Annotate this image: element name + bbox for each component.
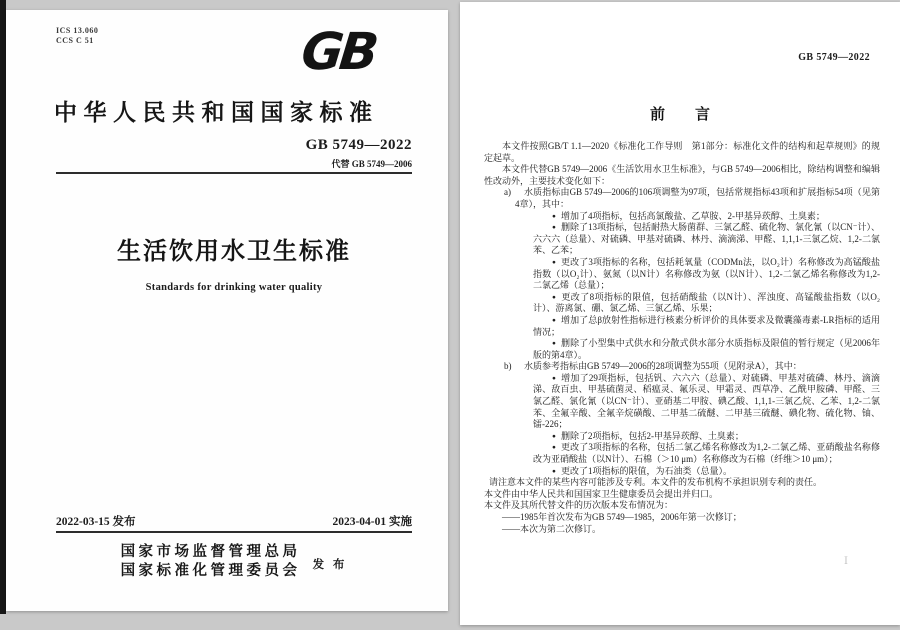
revision-history-line: ——本次为第二次修订。	[502, 523, 602, 534]
issuer-block	[56, 543, 412, 581]
list-item: ● 增加了总β放射性指标进行核素分析评价的具体要求及微囊藻毒素-LR指标的适用情况；	[533, 314, 880, 337]
list-item: ● 更改了8项指标的限值，包括硝酸盐（以N计）、浑浊度、高锰酸盐指数（以O₂计）、游离氯、硼、氯乙烯、三氯乙烯、乐果；	[533, 291, 880, 314]
page-header-standard-number: GB 5749—2022	[798, 52, 870, 63]
foreword-paragraph: 本文件代替GB 5749—2006《生活饮用水卫生标准》，与GB 5749—2006相比，除结构调整和编辑性改动外，主要技术变化如下：	[484, 164, 880, 186]
list-item: ● 更改了3项指标的名称，包括二氯乙烯名称修改为1,2-二氯乙烯、亚硝酸盐名称修改为亚硝酸盐（以N计）、石棉（＞10 μm）名称修改为石棉（纤维＞10 μm）；	[533, 442, 880, 465]
standard-number: GB 5749—2022	[305, 137, 412, 153]
gb-standard-logo-icon: GB	[298, 23, 378, 82]
ccs-code: CCS C 51	[56, 36, 94, 45]
cover-page	[6, 10, 448, 611]
ics-code: ICS 13.060	[56, 26, 99, 35]
cover-top-rule	[56, 172, 412, 174]
revision-history-intro: 本文件及其所代替文件的历次版本发布情况为：	[484, 500, 674, 511]
bullet-icon: ●	[552, 293, 557, 301]
bullet-icon: ●	[552, 224, 556, 232]
issuer-names	[121, 543, 301, 581]
bullet-icon: ●	[552, 340, 557, 348]
bullet-icon: ●	[552, 432, 556, 440]
bullet-icon: ●	[552, 444, 557, 452]
page-number: Ⅰ	[844, 556, 848, 567]
change-item-b	[484, 361, 880, 373]
item-b-label: b)	[504, 361, 512, 372]
foreword-body	[484, 141, 880, 535]
replaces-note: 代替 GB 5749—2006	[331, 159, 412, 169]
bullet-icon: ●	[552, 258, 557, 266]
bullet-icon: ●	[552, 467, 556, 475]
item-a-label: a)	[504, 187, 511, 198]
implementation-date: 2023-04-01 实施	[332, 516, 412, 528]
issue-date: 2022-03-15 发布	[56, 516, 136, 528]
issuer-line-2: 国家标准化管理委员会	[120, 563, 301, 579]
national-standard-heading: 中华人民共和国国家标准	[54, 100, 379, 125]
bullet-icon: ●	[552, 316, 557, 324]
change-item-a	[484, 187, 880, 210]
list-item: ● 删除了小型集中式供水和分散式供水部分水质指标及限值的暂行规定（见2006年版的第4章）。	[533, 338, 880, 360]
standard-title-en: Standards for drinking water quality	[145, 282, 323, 293]
foreword-page	[460, 2, 900, 625]
issuing-body-note: 本文件由中华人民共和国国家卫生健康委员会提出并归口。	[484, 488, 719, 499]
foreword-heading: 前 言	[649, 107, 710, 123]
list-item: ● 增加了29项指标，包括钒、六六六（总量）、对硫磷、甲基对硫磷、林丹、滴滴涕、敌百虫、甲基硫菌灵、稻瘟灵、氟乐灵、甲霜灵、西草净、乙酰甲胺磷、甲醛、三氯乙醛、氯化氰（以CN⁻计）、亚硝基二甲胺、碘乙酸、1,1,1-三氯乙烷、乙苯、1,2-二氯苯、全氟辛酸、全氟辛烷磺酸、二甲基二硫醚、二甲基三硫醚、碘化物、硫化物、铀、镭-226；	[533, 372, 880, 430]
date-row	[56, 513, 412, 529]
cover-bottom-rule	[56, 531, 412, 533]
bullet-icon: ●	[552, 212, 556, 220]
issuer-line-1: 国家市场监督管理总局	[120, 544, 301, 560]
standard-title-zh: 生活饮用水卫生标准	[117, 239, 351, 265]
item-a-text: 水质指标由GB 5749—2006的106项调整为97项，包括常规指标43项和扩展指标54项（见第4章），其中：	[515, 187, 880, 209]
list-item: ● 删除了13项指标，包括耐热大肠菌群、三氯乙醛、硫化物、氯化氰（以CN⁻计）、六六六（总量）、对硫磷、甲基对硫磷、林丹、滴滴涕、甲醛、1,1,1-三氯乙烷、1,2-二氯苯、乙苯；	[533, 222, 880, 256]
foreword-paragraph: 本文件按照GB/T 1.1—2020《标准化工作导则 第1部分：标准化文件的结构和起草规则》的规定起草。	[484, 141, 880, 163]
list-item: ● 增加了4项指标，包括高氯酸盐、乙草胺、2-甲基异莰醇、土臭素；	[552, 210, 825, 221]
patent-notice: 请注意本文件的某些内容可能涉及专利。本文件的发布机构不承担识别专利的责任。	[489, 477, 823, 488]
list-item: ● 更改了1项指标的限值，为石油类（总量）。	[552, 465, 732, 476]
list-item: ● 删除了2项指标，包括2-甲基异莰醇、土臭素；	[552, 430, 744, 441]
item-b-text: 水质参考指标由GB 5749—2006的28项调整为55项（见附录A），其中：	[524, 361, 802, 372]
ics-ccs-codes	[56, 26, 98, 46]
revision-history-line: ——1985年首次发布为GB 5749—1985，2006年第一次修订；	[502, 512, 742, 522]
list-item: ● 更改了3项指标的名称，包括耗氧量（CODMn法，以O₂计）名称修改为高锰酸盐指数（以O₂计）、氨氮（以N计）名称修改为氨（以N计）、1,2-二氯乙烯名称修改为1,2-二氯乙烯（总量）；	[533, 256, 880, 291]
bullet-icon: ●	[552, 374, 557, 382]
publish-label: 发 布	[312, 559, 348, 571]
